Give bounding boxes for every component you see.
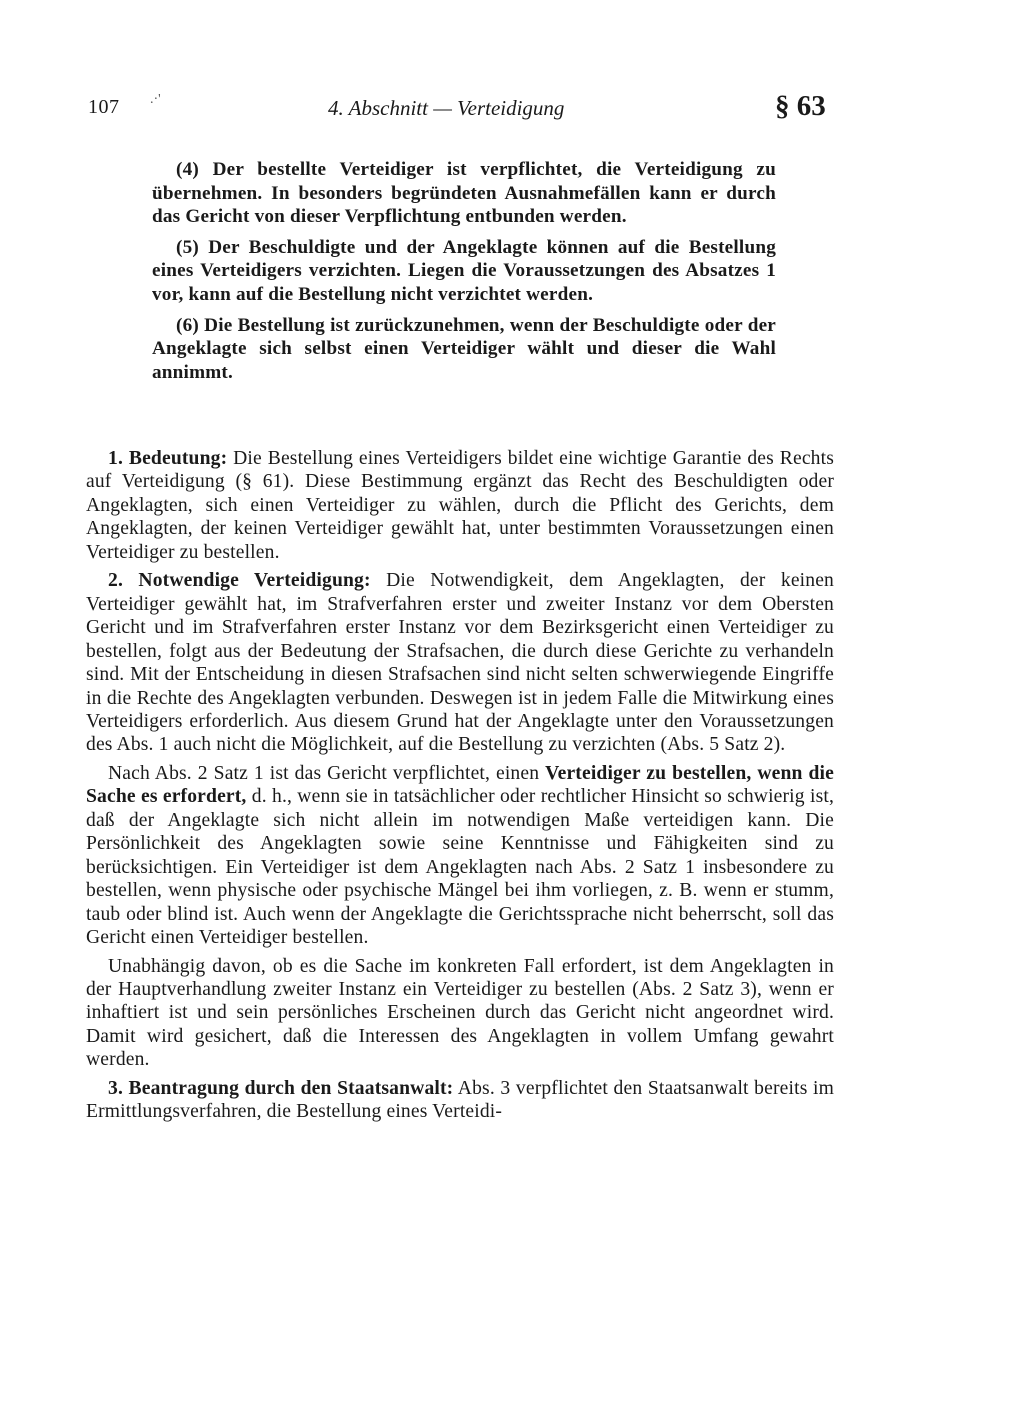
commentary-note-1 xyxy=(86,447,834,564)
statute-text xyxy=(152,158,776,391)
note-text-notwendige-verteidigung: Die Notwendigkeit, dem Angeklagten, der keinen Verteidiger gewählt hat, im Strafverfahren erster und zweiter Instanz vor dem Obersten Gericht und im Strafverfahren erster Instanz vor dem Bezirksgericht einen Verteidiger zu bestellen, folgt aus der Bedeutung der Strafsachen, die durch diese Gerichte zu verhandeln sind. Mit der Entscheidung in diesen Strafsachen sind nicht selten schwerwiegende Eingriffe in die Rechte des Angeklagten verbunden. Deswegen ist in jedem Falle die Mitwirkung eines Verteidigers erforderlich. Aus diesem Grund hat der Angeklagte unter den Voraussetzungen des Abs. 1 auch nicht die Möglichkeit, auf die Bestellung zu verzichten (Abs. 5 Satz 2). xyxy=(86,570,834,756)
note-text-bedeutung: Die Bestellung eines Verteidigers bildet eine wichtige Garantie des Rechts auf Verteidigung (§ 61). Diese Bestimmung ergänzt das Recht des Beschuldigten oder Angeklagten, sich einen Verteidiger zu wählen, durch die Pflicht des Gerichts, dem Angeklagten, der keinen Verteidiger gewählt hat, unter bestimmten Voraussetzungen einen Verteidiger zu bestellen. xyxy=(86,448,834,563)
note-heading-notwendige-verteidigung: 2. Notwendige Verteidigung: xyxy=(108,570,371,592)
note-heading-bedeutung: 1. Bedeutung: xyxy=(108,448,228,469)
commentary-paragraph-abs2 xyxy=(86,762,834,950)
paragraph-emphasis: Verteidiger zu bestellen, wenn die Sache es erfordert, xyxy=(86,762,834,808)
commentary-note-3 xyxy=(86,1077,834,1124)
commentary-paragraph-unabhaengig: Unabhängig davon, ob es die Sache im konkreten Fall erfordert, ist dem Angeklagten in der Hauptverhandlung zweiter Instanz ein Verteidiger zu bestellen (Abs. 2 Satz 3), wenn er inhaftiert ist und sein persönliches Erscheinen durch das Gericht nicht angeordnet wird. Damit wird gesichert, daß die Interessen des Angeklagten in vollem Umfang gewahrt werden. xyxy=(86,955,834,1071)
commentary xyxy=(86,447,834,1129)
section-number: § 63 xyxy=(775,90,826,122)
note-text-beantragung: Abs. 3 verpflichtet den Staatsanwalt bereits im Ermittlungsverfahren, die Bestellung eines Verteidi- xyxy=(86,1077,834,1123)
paragraph-text-pre: Nach Abs. 2 Satz 1 ist das Gericht verpflichtet, einen xyxy=(108,762,546,784)
running-header-title: 4. Abschnitt — Verteidigung xyxy=(328,96,565,120)
note-heading-beantragung: 3. Beantragung durch den Staatsanwalt: xyxy=(108,1077,454,1099)
statute-paragraph-6: (6) Die Bestellung ist zurückzunehmen, wenn der Beschuldigte oder der Angeklagte sich selbst einen Verteidiger wählt und dieser die Wahl annimmt. xyxy=(152,314,776,383)
print-speck: .·' xyxy=(150,92,161,107)
commentary-note-2 xyxy=(86,569,834,757)
paragraph-text-post: d. h., wenn sie in tatsächlicher oder rechtlicher Hinsicht so schwierig ist, daß der Angeklagte sich nicht allein im notwendigen Maße verteidigen kann. Die Persönlichkeit des Angeklagten sowie seine Kenntnisse und Fähigkeiten sind zu berücksichtigen. Ein Verteidiger ist dem Angeklagten nach Abs. 2 Satz 1 insbesondere zu bestellen, wenn physische oder psychische Mängel bei ihm vorliegen, z. B. wenn er stumm, taub oder blind ist. Auch wenn der Angeklagte die Gerichtssprache nicht beherrscht, soll das Gericht einen Verteidiger bestellen. xyxy=(86,786,834,949)
statute-paragraph-4: (4) Der bestellte Verteidiger ist verpflichtet, die Verteidigung zu übernehmen. In besonders begründeten Ausnahmefällen kann er durch das Gericht von dieser Verpflichtung entbunden werden. xyxy=(152,159,776,228)
page-number: 107 xyxy=(88,96,120,118)
statute-paragraph-5: (5) Der Beschuldigte und der Angeklagte können auf die Bestellung eines Verteidigers verzichten. Liegen die Voraussetzungen des Absatzes 1 vor, kann auf die Bestellung nicht verzichtet werden. xyxy=(152,236,776,305)
